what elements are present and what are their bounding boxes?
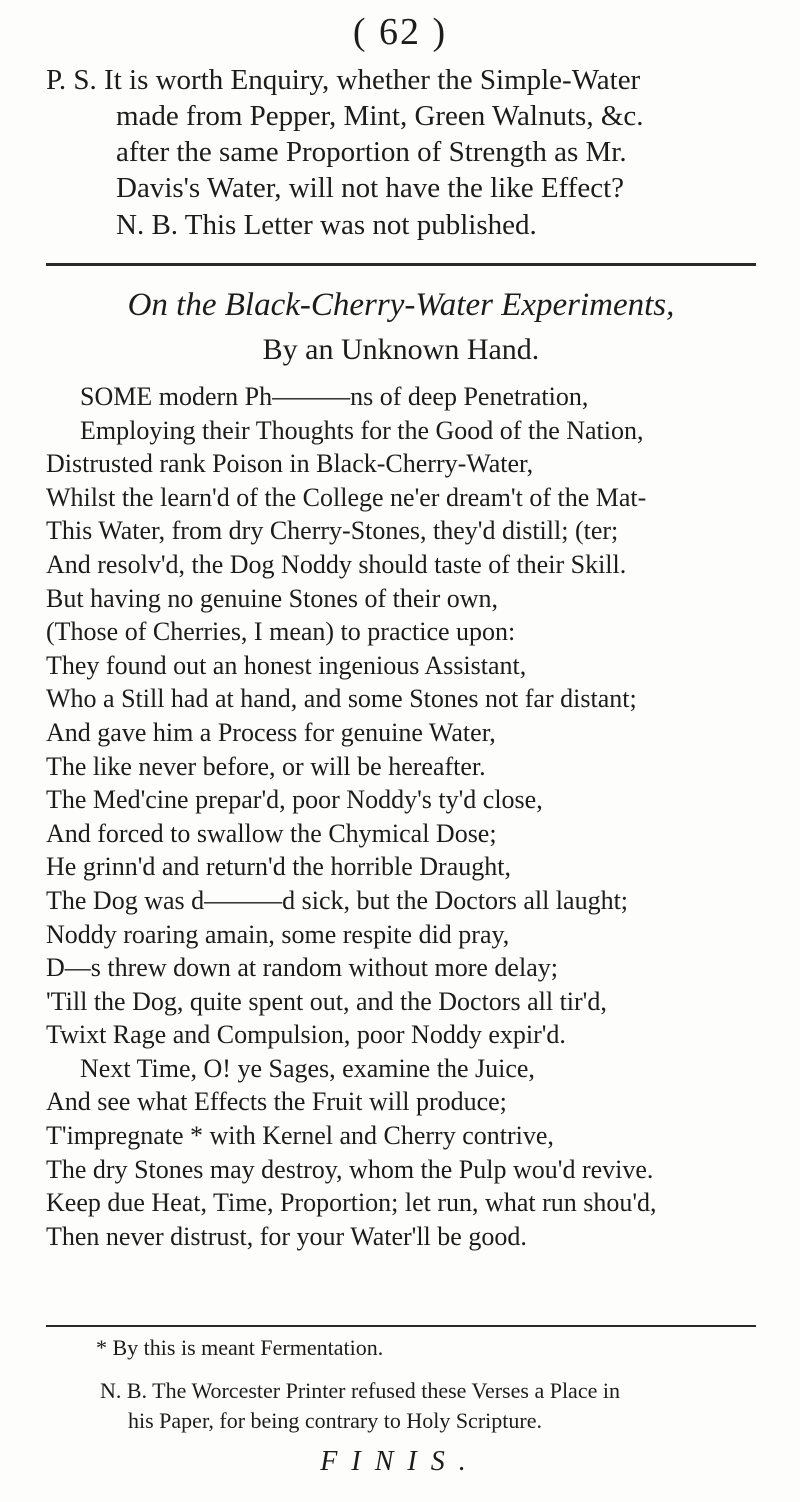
poem-line: He grinn'd and return'd the horrible Draught, (46, 852, 511, 882)
postscript-line: Davis's Water, will not have the like Effect? (116, 172, 624, 204)
poem-line: The Dog was d———d sick, but the Doctors all laught; (46, 885, 629, 915)
poem-byline: By an Unknown Hand. (262, 333, 540, 366)
poem-line: Whilst the learn'd of the College ne'er dream't of the Mat- (46, 482, 647, 512)
poem-line: Then never distrust, for your Water'll be good. (46, 1221, 527, 1251)
footnote: * By this is meant Fermentation. (96, 1335, 384, 1360)
poem-line: Twixt Rage and Compulsion, poor Noddy expir'd. (46, 1020, 566, 1050)
poem-line: 'Till the Dog, quite spent out, and the Doctors all tir'd, (46, 986, 607, 1016)
poem-line: The like never before, or will be hereafter. (46, 751, 486, 781)
poem-line: The Med'cine prepar'd, poor Noddy's ty'd close, (46, 785, 543, 815)
poem-line: SOME modern Ph———ns of deep Penetration, (80, 382, 589, 411)
postscript-line: after the same Proportion of Strength as Mr. (116, 136, 627, 168)
poem-line: (Those of Cherries, I mean) to practice upon: (46, 617, 516, 647)
poem-line: But having no genuine Stones of their own, (46, 583, 499, 613)
poem-line: And forced to swallow the Chymical Dose; (46, 818, 497, 848)
poem-line: This Water, from dry Cherry-Stones, they'd distill; (ter; (46, 516, 619, 546)
postscript (46, 62, 756, 206)
poem-line: They found out an honest ingenious Assistant, (46, 650, 527, 680)
poem-line: Keep due Heat, Time, Proportion; let run, what run shou'd, (46, 1188, 657, 1218)
poem-line: Employing their Thoughts for the Good of the Nation, (80, 415, 644, 445)
poem-line: The dry Stones may destroy, whom the Pulp wou'd revive. (46, 1154, 654, 1184)
poem-line: And gave him a Process for genuine Water, (46, 717, 496, 747)
poem-line: D—s threw down at random without more delay; (46, 953, 558, 983)
poem-line: Next Time, O! ye Sages, examine the Juice, (80, 1053, 535, 1083)
printer-note: N. B. The Worcester Printer refused these Verses a Place in (100, 1378, 620, 1403)
postscript-line: P. S. It is worth Enquiry, whether the Simple-Water (46, 64, 641, 96)
page-number: ( 62 ) (352, 11, 448, 53)
finis: FINIS. (320, 1446, 480, 1477)
postscript-line: made from Pepper, Mint, Green Walnuts, &c. (116, 100, 644, 132)
nota-bene: N. B. This Letter was not published. (116, 209, 537, 241)
poem-line: Noddy roaring amain, some respite did pray, (46, 919, 510, 949)
footnote-divider (46, 1325, 756, 1327)
section-divider (46, 263, 756, 266)
printer-note-continued: his Paper, for being contrary to Holy Scripture. (128, 1408, 542, 1433)
poem-title: On the Black-Cherry-Water Experiments, (127, 287, 675, 323)
poem-line: T'impregnate * with Kernel and Cherry contrive, (46, 1121, 554, 1151)
poem-line: And resolv'd, the Dog Noddy should taste of their Skill. (46, 549, 627, 579)
poem-line: And see what Effects the Fruit will produce; (46, 1087, 507, 1117)
poem-line: Who a Still had at hand, and some Stones not far distant; (46, 684, 637, 714)
poem-body (46, 380, 766, 1253)
poem-line: Distrusted rank Poison in Black-Cherry-Water, (46, 449, 534, 479)
